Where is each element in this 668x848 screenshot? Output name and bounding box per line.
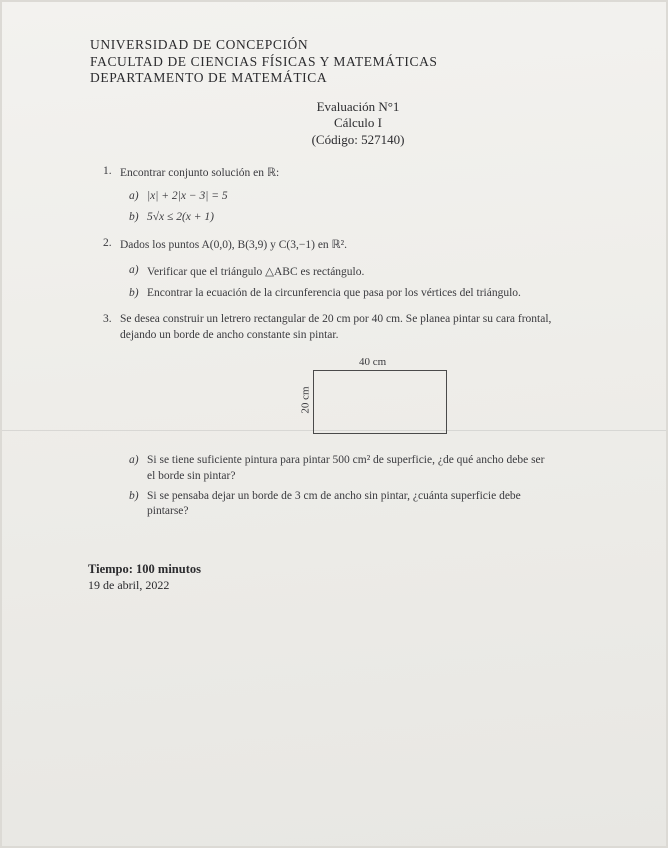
q2-item-b-text: Encontrar la ecuación de la circunferencia que pasa por los vértices del triángulo. bbox=[147, 287, 521, 299]
q1-item-a-label: a) bbox=[129, 190, 139, 202]
department-name: DEPARTAMENTO DE MATEMÁTICA bbox=[90, 70, 328, 85]
q3-item-a-label: a) bbox=[129, 454, 139, 466]
q2-item-b-label: b) bbox=[129, 287, 139, 299]
q3-item-b-label: b) bbox=[129, 490, 139, 502]
question-3-number: 3. bbox=[103, 313, 112, 325]
sign-width-label: 40 cm bbox=[359, 356, 387, 368]
exam-sheet bbox=[2, 2, 666, 846]
q2-item-a-text: Verificar que el triángulo △ABC es rectángulo. bbox=[147, 266, 365, 278]
question-1-text: Encontrar conjunto solución en ℝ: bbox=[120, 167, 280, 179]
university-name: UNIVERSIDAD DE CONCEPCIÓN bbox=[90, 37, 309, 52]
question-3-text-line2: dejando un borde de ancho constante sin pintar. bbox=[120, 329, 339, 341]
exam-duration: Tiempo: 100 minutos bbox=[88, 562, 201, 576]
exam-title: Evaluación N°1 bbox=[316, 99, 400, 114]
sign-rectangle bbox=[313, 370, 447, 434]
q3-item-b-line2: pintarse? bbox=[147, 505, 189, 517]
sign-height-label: 20 cm bbox=[299, 386, 312, 414]
faculty-name: FACULTAD DE CIENCIAS FÍSICAS Y MATEMÁTICAS bbox=[90, 54, 438, 69]
q3-item-a-line2: el borde sin pintar? bbox=[147, 470, 236, 482]
q3-item-a-line1: Si se tiene suficiente pintura para pintar 500 cm² de superficie, ¿de qué ancho debe ser bbox=[147, 454, 545, 466]
course-code: (Código: 527140) bbox=[311, 132, 405, 147]
question-2-number: 2. bbox=[103, 237, 112, 249]
q2-item-a-label: a) bbox=[129, 264, 139, 276]
q1-item-b-label: b) bbox=[129, 211, 139, 223]
course-name: Cálculo I bbox=[333, 115, 382, 130]
question-3-text-line1: Se desea construir un letrero rectangular de 20 cm por 40 cm. Se planea pintar su cara frontal, bbox=[120, 313, 552, 325]
question-2-text: Dados los puntos A(0,0), B(3,9) y C(3,−1) en ℝ². bbox=[120, 239, 347, 251]
q3-item-b-line1: Si se pensaba dejar un borde de 3 cm de ancho sin pintar, ¿cuánta superficie debe bbox=[147, 490, 521, 502]
q1-item-b-text: 5√x ≤ 2(x + 1) bbox=[147, 211, 215, 223]
q1-item-a-text: |x| + 2|x − 3| = 5 bbox=[147, 190, 228, 202]
exam-date: 19 de abril, 2022 bbox=[88, 578, 170, 592]
question-1-number: 1. bbox=[103, 165, 112, 177]
